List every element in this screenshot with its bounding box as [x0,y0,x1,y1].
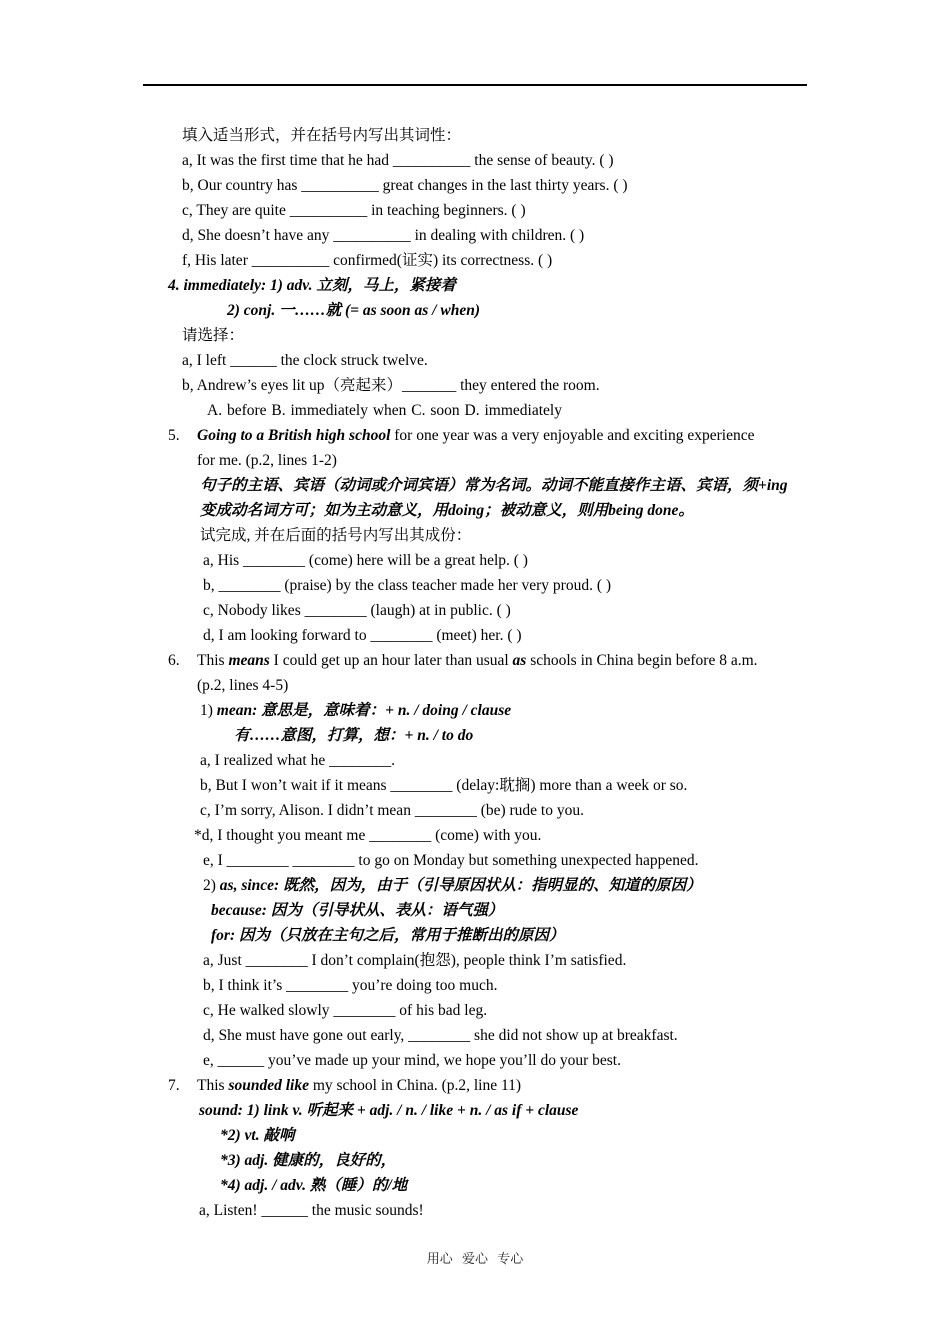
exercise-line: d, I am looking forward to ________ (meet) her. ( ) [203,627,522,644]
exercise-line: c, He walked slowly ________ of his bad leg. [203,1002,488,1019]
exercise-line: e, ______ you’ve made up your mind, we hope you’ll do your best. [203,1052,621,1069]
note-line: 1) mean: 意思是，意味着：+ n. / doing / clause [200,702,512,719]
note-line: 2) as, since: 既然，因为，由于（引导原因状从：指明显的、知道的原因） [203,877,702,894]
exercise-line: c, I’m sorry, Alison. I didn’t mean ________ (be) rude to you. [200,802,584,819]
note-line: sound: 1) link v. 听起来 + adj. / n. / like + n. / as if + clause [199,1102,579,1119]
exercise-line: c, They are quite __________ in teaching beginners. ( ) [182,202,526,219]
item-number: 7. [168,1077,180,1094]
note-line: 有……意图，打算，想：+ n. / to do [234,727,474,744]
note-line: *4) adj. / adv. 熟（睡）的/地 [220,1177,408,1194]
exercise-line: d, She must have gone out early, ________ she did not show up at breakfast. [203,1027,678,1044]
exercise-line: a, Just ________ I don’t complain(抱怨), people think I’m satisfied. [203,952,627,969]
exercise-line: b, But I won’t wait if it means ________ (delay:耽搁) more than a week or so. [200,777,688,794]
note-line: *2) vt. 敲响 [220,1127,295,1144]
instruction-line: 填入适当形式，并在括号内写出其词性： [182,127,462,144]
options-line: A. before B. immediately when C. soon D. immediately [207,402,562,419]
exercise-line: *d, I thought you meant me ________ (come) with you. [194,827,542,844]
note-line: for: 因为（只放在主句之后，常用于推断出的原因） [211,927,565,944]
item-number: 5. [168,427,180,444]
exercise-line: a, His ________ (come) here will be a great help. ( ) [203,552,528,569]
sentence-line: Going to a British high school for one year was a very enjoyable and exciting experience [197,427,755,444]
sentence-line: (p.2, lines 4-5) [197,677,289,694]
exercise-line: b, Andrew’s eyes lit up（亮起来）_______ they entered the room. [182,377,600,394]
exercise-line: d, She doesn’t have any __________ in dealing with children. ( ) [182,227,585,244]
note-line: 句子的主语、宾语（动词或介词宾语）常为名词。动词不能直接作主语、宾语，须+ing [200,477,788,494]
item-4-subheading: 2) conj. 一……就 (= as soon as / when) [227,302,480,319]
exercise-line: a, It was the first time that he had __________ the sense of beauty. ( ) [182,152,614,169]
sentence-line: This sounded like my school in China. (p.2, line 11) [197,1077,522,1094]
header-rule [143,84,807,86]
instruction-line: 请选择： [182,327,245,344]
note-line: 变成动名词方可；如为主动意义，用doing；被动意义，则用being done。 [200,502,694,519]
item-4-heading: 4. immediately: 1) adv. 立刻，马上，紧接着 [168,277,456,294]
exercise-line: b, ________ (praise) by the class teacher made her very proud. ( ) [203,577,612,594]
exercise-line: c, Nobody likes ________ (laugh) at in public. ( ) [203,602,511,619]
note-line: because: 因为（引导状从、表从：语气强） [211,902,504,919]
exercise-line: a, I left ______ the clock struck twelve. [182,352,428,369]
item-number: 6. [168,652,180,669]
exercise-line: a, I realized what he ________. [200,752,395,769]
exercise-line: f, His later __________ confirmed(证实) its correctness. ( ) [182,252,553,269]
page-footer: 用心 爱心 专心 [426,1251,524,1266]
note-line: *3) adj. 健康的，良好的， [220,1152,397,1169]
sentence-line: This means I could get up an hour later than usual as schools in China begin before 8 a.m. [197,652,758,669]
exercise-line: a, Listen! ______ the music sounds! [199,1202,424,1219]
sentence-line: for me. (p.2, lines 1-2) [197,452,337,469]
instruction-line: 试完成, 并在后面的括号内写出其成份： [200,527,472,544]
exercise-line: b, I think it’s ________ you’re doing too much. [203,977,498,994]
exercise-line: e, I ________ ________ to go on Monday but something unexpected happened. [203,852,699,869]
exercise-line: b, Our country has __________ great changes in the last thirty years. ( ) [182,177,628,194]
